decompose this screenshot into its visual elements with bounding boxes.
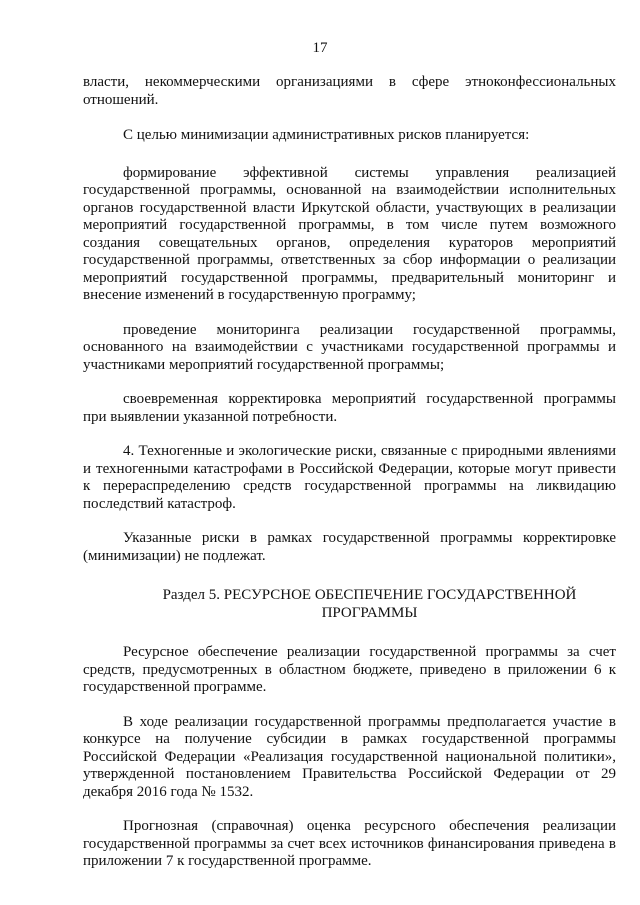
document-body bbox=[83, 74, 616, 871]
paragraph-admin-risks-item-3: своевременная корректировка мероприятий государственной программы при выявлении указанной потребности. bbox=[83, 391, 616, 425]
section-heading-line-1: Раздел 5. РЕСУРСНОЕ ОБЕСПЕЧЕНИЕ ГОСУДАРСТВЕННОЙ bbox=[162, 587, 577, 603]
paragraph-admin-risks-intro: С целью минимизации административных рисков планируется: bbox=[123, 127, 530, 143]
section-heading bbox=[83, 587, 616, 622]
paragraph-admin-risks-item-1: формирование эффективной системы управления реализацией государственной программы, основанной на взаимодействии исполнительных органов государственной власти Иркутской области, участвующих в реализации мероприятий государственной программы, в том числе путем возможного создания совещательных органов, определения кураторов мероприятий государственной программы, ответственных за сбор информации о реализации мероприятий государственной программы, предварительный мониторинг и внесение изменений в государственную программу; bbox=[83, 164, 616, 303]
paragraph-technogenic-risks: 4. Техногенные и экологические риски, связанные с природными явлениями и техногенными катастрофами в Российской Федерации, которые могут привести к перераспределению средств государственной программы на ликвидацию последствий катастроф. bbox=[83, 443, 616, 512]
paragraph-subsidy-contest: В ходе реализации государственной программы предполагается участие в конкурсе на получение субсидии в рамках государственной программы Российской Федерации «Реализация государственной национальной политики», утвержденной постановлением Правительства Российской Федерации от 29 декабря 2016 года № 1532. bbox=[83, 713, 616, 800]
paragraph-continuation: власти, некоммерческими организациями в сфере этноконфессиональных отношений. bbox=[83, 74, 616, 108]
page-number: 17 bbox=[312, 40, 328, 56]
section-heading-line-2: ПРОГРАММЫ bbox=[321, 604, 418, 621]
paragraph-admin-risks-item-2: проведение мониторинга реализации государственной программы, основанного на взаимодействии с участниками государственной программы и участниками мероприятий государственной программы; bbox=[83, 321, 616, 373]
paragraph-risks-not-minimized: Указанные риски в рамках государственной программы корректировке (минимизации) не подлежат. bbox=[83, 530, 616, 564]
paragraph-forecast-estimate: Прогнозная (справочная) оценка ресурсного обеспечения реализации государственной программы за счет всех источников финансирования приведена в приложении 7 к государственной программе. bbox=[83, 818, 616, 869]
paragraph-resource-support: Ресурсное обеспечение реализации государственной программы за счет средств, предусмотренных в областном бюджете, приведено в приложении 6 к государственной программе. bbox=[83, 644, 616, 695]
